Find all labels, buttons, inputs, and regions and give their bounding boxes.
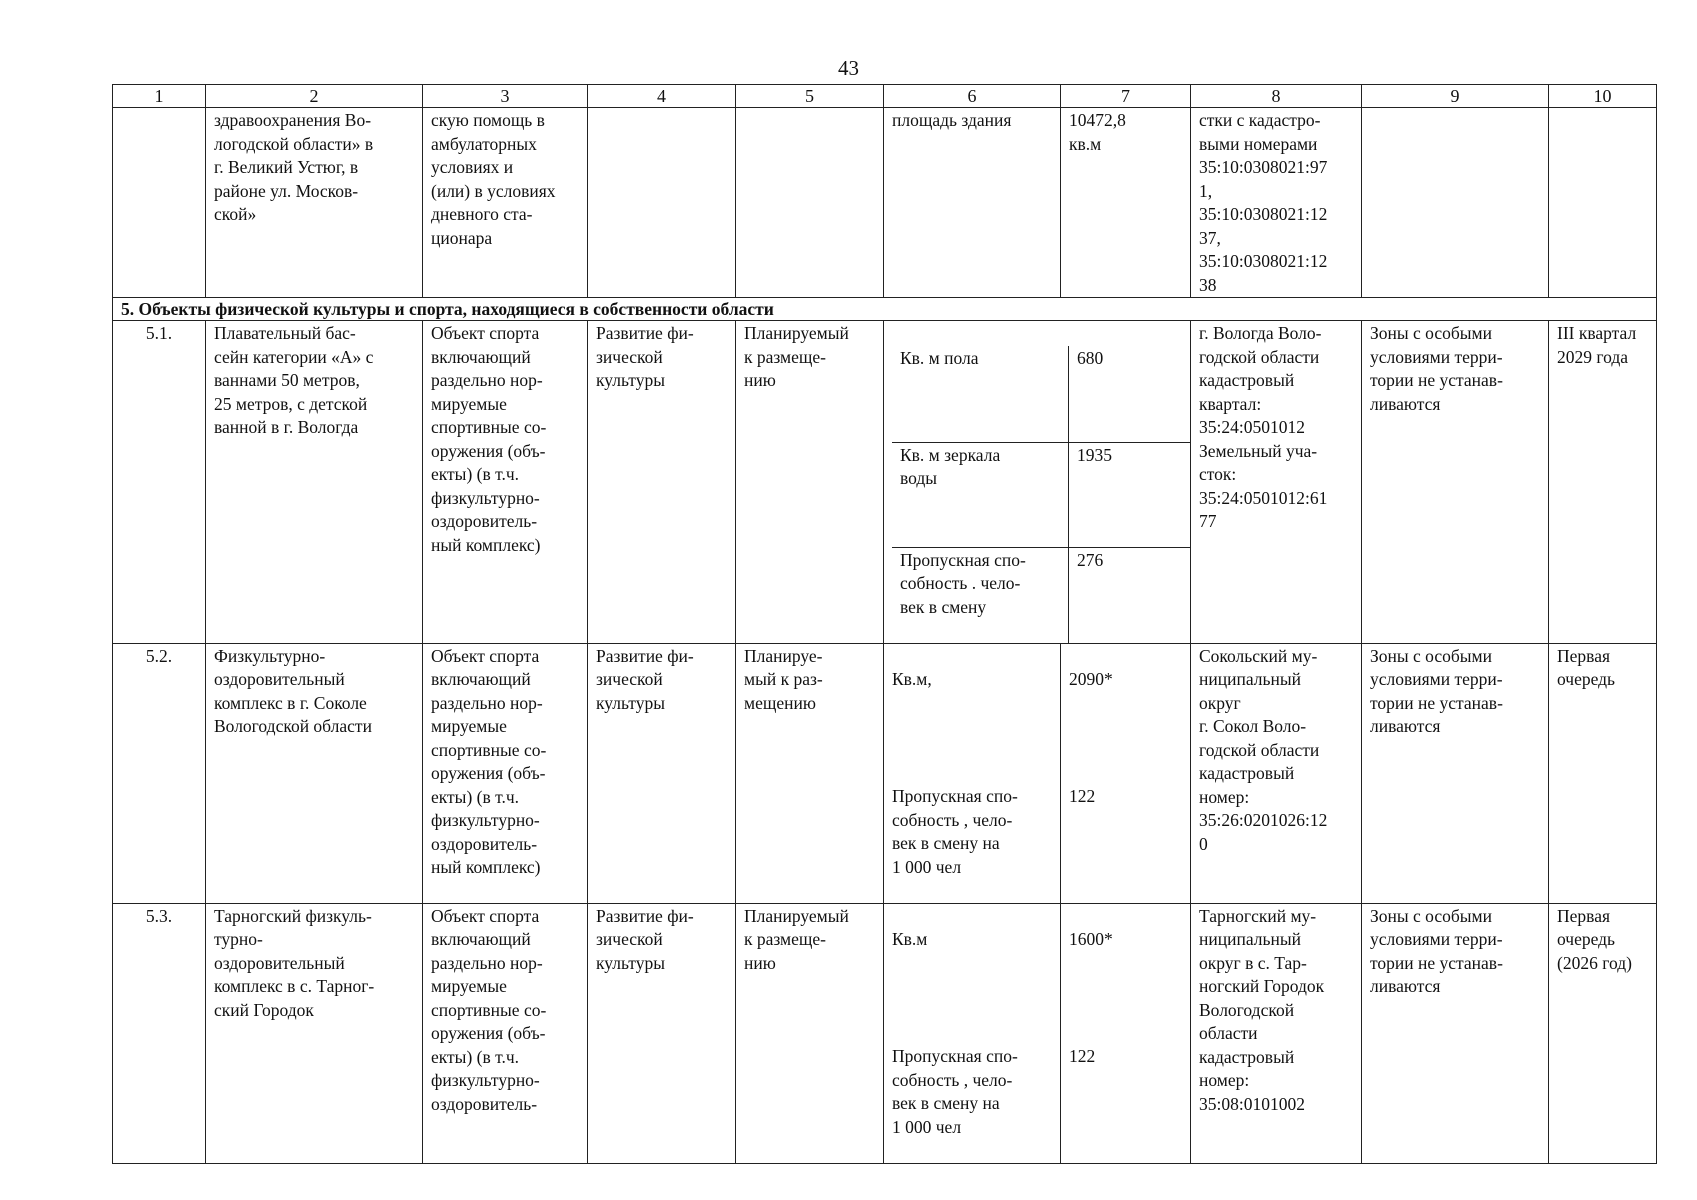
page-number: 43 (838, 56, 859, 80)
param-value: 680 (1077, 347, 1104, 368)
param-name: Кв. м зеркала воды (892, 442, 1069, 547)
object-name: Плавательный бас- сейн категории «А» с ваннами 50 метров, 25 метров, с детской ванной в г. Вологда (206, 321, 423, 644)
col-header-4: 4 (588, 85, 736, 108)
cont-cell-7: 10472,8 кв.м (1061, 108, 1191, 298)
cont-cell-3: скую помощь в амбулаторных условиях и (или) в условиях дневного ста- ционара (423, 108, 588, 298)
cont-cell-8: стки с кадастро- выми номерами 35:10:0308021:97 1, 35:10:0308021:12 37, 35:10:0308021:12 38 (1191, 108, 1362, 298)
col-header-2: 2 (206, 85, 423, 108)
col-header-8: 8 (1191, 85, 1362, 108)
param-value: 122 (1069, 1046, 1096, 1066)
object-status: Планируемый к размеще- нию (736, 321, 884, 644)
values-cell (1061, 643, 1191, 903)
object-term: Первая очередь (2026 год) (1549, 903, 1657, 1163)
object-purpose: Развитие фи- зической культуры (588, 643, 736, 903)
cont-cell-6: площадь здания (884, 108, 1061, 298)
param-name: Пропускная спо- собность . чело- век в смену (892, 547, 1069, 644)
object-name: Физкультурно- оздоровительный комплекс в г. Соколе Вологодской области (206, 643, 423, 903)
cont-cell-4 (588, 108, 736, 298)
param-name: Пропускная спо- собность , чело- век в смену на 1 000 чел (892, 1046, 1018, 1137)
object-purpose: Развитие фи- зической культуры (588, 903, 736, 1163)
param-value: 276 (1069, 547, 1191, 644)
param-value: 2090* (1069, 669, 1113, 689)
param-value: 1600* (1069, 929, 1113, 949)
col-header-6: 6 (884, 85, 1061, 108)
col-header-1: 1 (113, 85, 206, 108)
objects-table (112, 84, 1657, 1164)
header-row (113, 85, 1657, 108)
cont-cell-5 (736, 108, 884, 298)
cont-cell-2: здравоохранения Во- логодской области» в г. Великий Устюг, в районе ул. Москов- ской» (206, 108, 423, 298)
object-type: Объект спорта включающий раздельно нор- мируемые спортивные со- оружения (объ- екты) (в т.ч. физкультурно- оздоровитель- ный комплекс) (423, 321, 588, 644)
object-zones: Зоны с особыми условиями терри- тории не устанав- ливаются (1362, 643, 1549, 903)
values-cell (1061, 903, 1191, 1163)
object-location: Сокольский му- ниципальный округ г. Сокол Воло- годской области кадастровый номер: 35:26:0201026:12 0 (1191, 643, 1362, 903)
params-cell (884, 903, 1061, 1163)
params-block (884, 321, 1191, 644)
col-header-7: 7 (1061, 85, 1191, 108)
col-header-5: 5 (736, 85, 884, 108)
param-name: Кв.м, (892, 669, 932, 689)
object-term: III квартал 2029 года (1549, 321, 1657, 644)
object-type: Объект спорта включающий раздельно нор- мируемые спортивные со- оружения (объ- екты) (в т.ч. физкультурно- оздоровитель- ный комплекс) (423, 643, 588, 903)
object-location: Тарногский му- ниципальный округ в с. Тар- ногский Городок Вологодской области кадастровый номер: 35:08:0101002 (1191, 903, 1362, 1163)
param-value: 122 (1069, 786, 1096, 806)
object-status: Планируемый к размеще- нию (736, 903, 884, 1163)
section-row (113, 298, 1657, 321)
object-status: Планируе- мый к раз- мещению (736, 643, 884, 903)
col-header-3: 3 (423, 85, 588, 108)
table-row (113, 903, 1657, 1163)
param-name: Пропускная спо- собность , чело- век в смену на 1 000 чел (892, 786, 1018, 877)
param-name: Кв. м пола (892, 346, 1069, 442)
object-zones: Зоны с особыми условиями терри- тории не устанав- ливаются (1362, 321, 1549, 644)
param-name: Кв.м (892, 929, 928, 949)
col-header-10: 10 (1549, 85, 1657, 108)
cont-cell-1 (113, 108, 206, 298)
params-cell (884, 643, 1061, 903)
table-row (113, 643, 1657, 903)
row-number: 5.2. (113, 643, 206, 903)
table-row (113, 321, 1657, 644)
object-location: г. Вологда Воло- годской области кадастровый квартал: 35:24:0501012 Земельный уча- сток: 35:24:0501012:61 77 (1191, 321, 1362, 644)
object-name: Тарногский физкуль- турно- оздоровительный комплекс в с. Тарног- ский Городок (206, 903, 423, 1163)
row-number: 5.3. (113, 903, 206, 1163)
object-zones: Зоны с особыми условиями терри- тории не устанав- ливаются (1362, 903, 1549, 1163)
col-header-9: 9 (1362, 85, 1549, 108)
object-type: Объект спорта включающий раздельно нор- мируемые спортивные со- оружения (объ- екты) (в т.ч. физкультурно- оздоровитель- (423, 903, 588, 1163)
row-number: 5.1. (113, 321, 206, 644)
continuation-row (113, 108, 1657, 298)
object-term: Первая очередь (1549, 643, 1657, 903)
cont-cell-9 (1362, 108, 1549, 298)
section-title: 5. Объекты физической культуры и спорта, находящиеся в собственности области (113, 298, 1657, 321)
param-value: 1935 (1069, 442, 1191, 547)
object-purpose: Развитие фи- зической культуры (588, 321, 736, 644)
cont-cell-10 (1549, 108, 1657, 298)
